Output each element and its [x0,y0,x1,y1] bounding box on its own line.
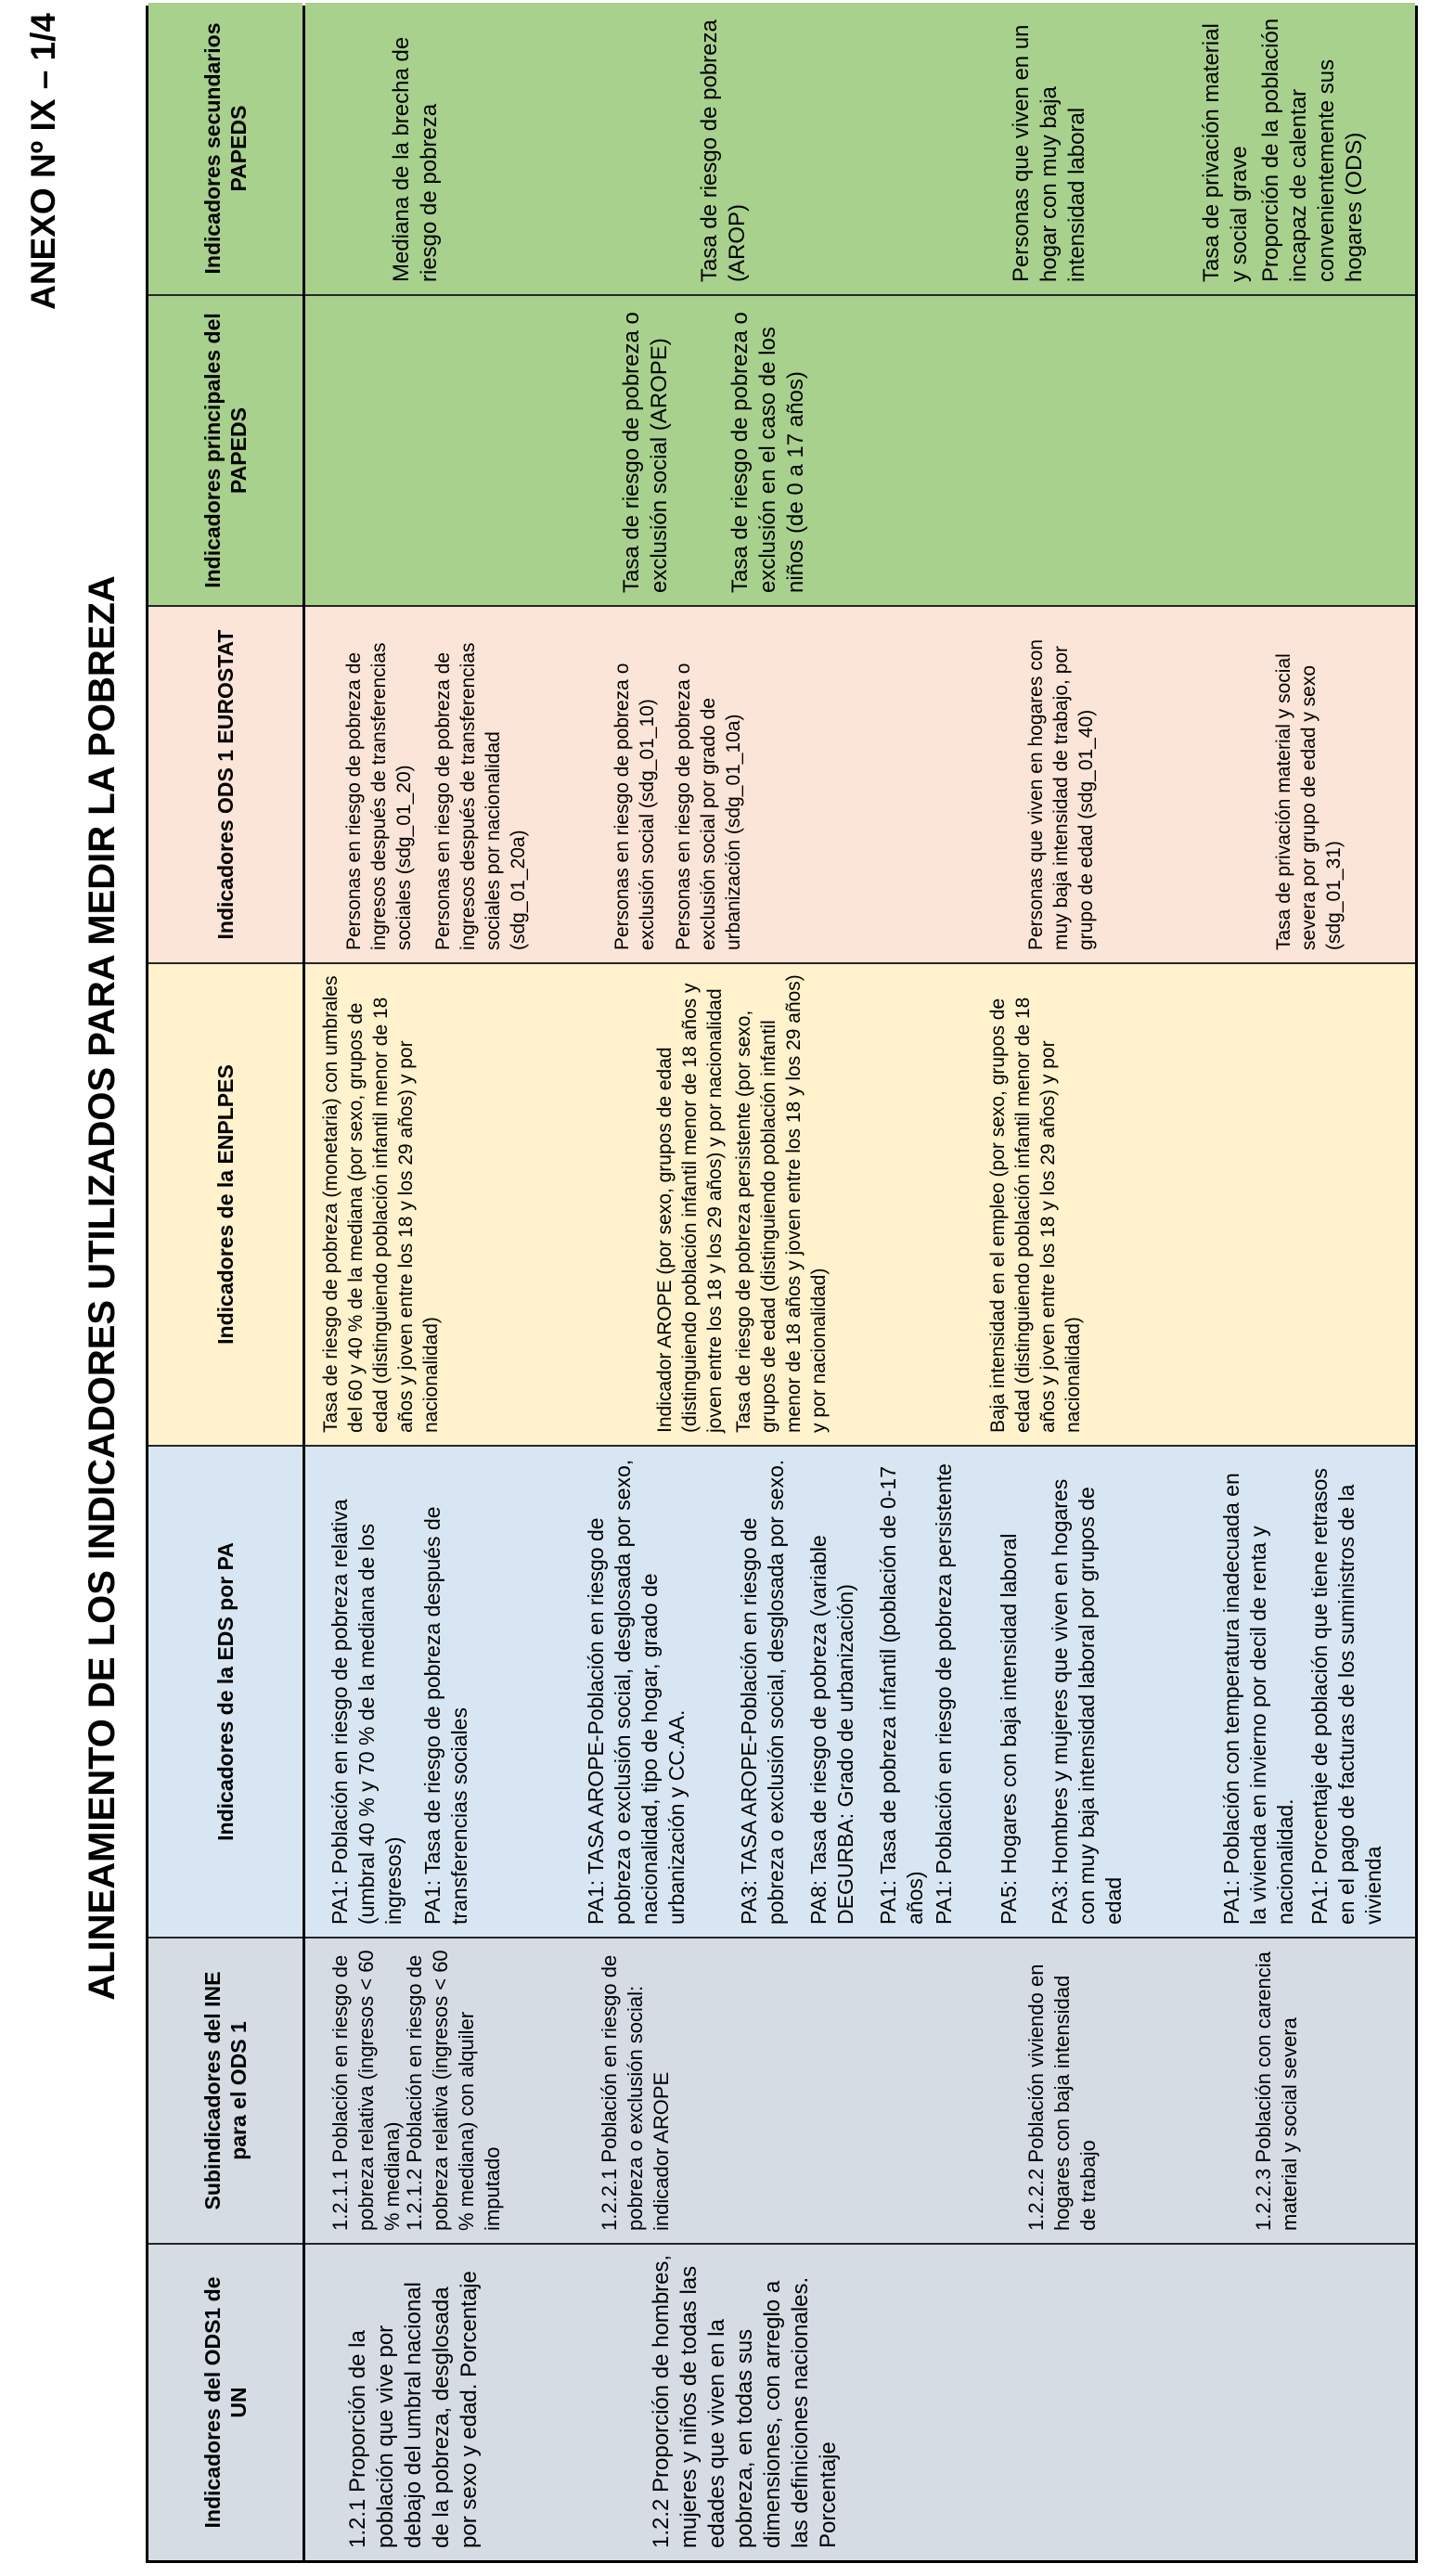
table-cell-eds-10: PA1: Porcentaje de población que tiene retrasos en el pago de facturas de los suministros de la vivienda [1307,1468,1385,1925]
annex-label: ANEXO Nº IX – 1/4 [24,13,62,310]
table-cell-eds-3: PA3: TASA AROPE-Población en riesgo de pobreza o exclusión social, desglosada por sexo. [737,1459,788,1925]
table-cell-enplpes-2: Tasa de riesgo de pobreza persistente (por sexo, grupos de edad (distinguiendo población infantil menor de 18 años y joven entre los 18 y los 29 años) y por nacionalidad) [733,974,830,1433]
table-cell-ine-0: 1.2.1.1 Población en riesgo de pobreza relativa (ingresos < 60 % mediana) [328,1950,404,2231]
table-cell-enplpes-0: Tasa de riesgo de pobreza (monetaria) con umbrales del 60 y 40 % de la mediana (por sexo, grupos de edad (distinguiendo población infantil menor de 18 años y joven entre los 18 y los 29 años) y por nacionalidad) [320,975,442,1433]
table-body [305,8,1415,2560]
table-cell-eurostat-4: Personas que viven en hogares con muy baja intensidad de trabajo, por grupo de edad (sdg_01_40) [1025,638,1097,950]
column-body-ine [305,1937,1415,2243]
column-body-papeds_secundarios [305,3,1415,294]
column-body-eurostat [305,605,1415,962]
table-cell-papeds_secundarios-4: Proporción de la población incapaz de calentar convenientemente sus hogares (ODS) [1258,18,1367,282]
table-cell-ine-1: 1.2.1.2 Población en riesgo de pobreza relativa (ingresos < 60 % mediana) con alquiler imputado [403,1950,504,2231]
table-cell-papeds_secundarios-2: Personas que viven en un hogar con muy baja intensidad laboral [1009,24,1089,282]
table-cell-papeds_principales-1: Tasa de riesgo de pobreza o exclusión en el caso de los niños (de 0 a 17 años) [727,312,808,593]
table-cell-un-1: 1.2.2 Proporción de hombres, mujeres y niños de todas las edades que viven en la pobreza, en todas sus dimensiones, con arreglo a las definiciones nacionales. Porcentaje [649,2254,841,2548]
table-cell-eurostat-5: Tasa de privación material y social severa por grupo de edad y sexo (sdg_01_31) [1273,653,1345,950]
table-cell-eds-8: PA3: Hombres y mujeres que viven en hogares con muy baja intensidad laboral por grupos de edad [1048,1478,1126,1925]
indicators-alignment-table [146,6,1418,2563]
table-cell-eurostat-3: Personas en riesgo de pobreza o exclusión social por grado de urbanización (sdg_01_10a) [673,663,744,950]
column-header-eds: Indicadores de la EDS por PA [148,1445,303,1937]
column-body-enplpes [305,962,1415,1445]
table-cell-eurostat-0: Personas en riesgo de pobreza de ingresos después de transferencias sociales (sdg_01_20) [343,642,415,950]
column-body-papeds_principales [305,294,1415,605]
table-cell-enplpes-3: Baja intensidad en el empleo (por sexo, grupos de edad (distinguiendo población infantil menor de 18 años y joven entre los 18 y los 29 años) y por nacionalidad) [987,997,1084,1433]
table-cell-eds-7: PA5: Hogares con baja intensidad laboral [997,1533,1021,1925]
table-cell-eds-2: PA1: TASA AROPE-Población en riesgo de pobreza o exclusión social, desglosada por sexo, nacionalidad, tipo de hogar, grado de urbanización y CC.AA. [584,1459,689,1925]
table-cell-ine-4: 1.2.2.3 Población con carencia material y social severa [1252,1951,1301,2231]
table-cell-papeds_secundarios-0: Mediana de la brecha de riesgo de pobreza [389,36,442,282]
table-cell-eds-6: PA1: Población en riesgo de pobreza persistente [932,1463,956,1925]
column-body-un [305,2243,1415,2560]
table-cell-eds-9: PA1: Población con temperatura inadecuada en la vivienda en invierno por decil de renta y nacionalidad. [1219,1473,1297,1925]
table-cell-enplpes-1: Indicador AROPE (por sexo, grupos de edad (distinguiendo población infantil menor de 18 años y joven entre los 18 y los 29 años) y por nacionalidad [654,983,726,1433]
table-cell-eds-0: PA1: Población en riesgo de pobreza relativa (umbral 40 % y 70 % de la mediana de los ingresos) [328,1499,406,1925]
table-cell-papeds_principales-0: Tasa de riesgo de pobreza o exclusión social (AROPE) [619,312,672,593]
table-cell-eurostat-2: Personas en riesgo de pobreza o exclusión social (sdg_01_10) [612,663,658,950]
column-header-papeds_principales: Indicadores principales del PAPEDS [148,294,303,605]
table-cell-un-0: 1.2.1 Proporción de la población que vive por debajo del umbral nacional de la pobreza, desglosada por sexo y edad. Porcentaje [345,2271,482,2548]
column-body-eds [305,1445,1415,1937]
column-header-eurostat: Indicadores ODS 1 EUROSTAT [148,605,303,962]
table-cell-eds-1: PA1: Tasa de riesgo de pobreza después de transferencias sociales [420,1506,471,1925]
table-cell-ine-2: 1.2.2.1 Población en riesgo de pobreza o exclusión social: indicador AROPE [598,1954,673,2231]
column-header-enplpes: Indicadores de la ENPLPES [148,962,303,1445]
table-cell-ine-3: 1.2.2.2 Población viviendo en hogares con baja intensidad de trabajo [1024,1964,1100,2231]
page-title: ALINEAMIENTO DE LOS INDICADORES UTILIZADOS PARA MEDIR LA POBREZA [82,575,122,2001]
table-cell-eds-4: PA8: Tasa de riesgo de pobreza (variable DEGURBA: Grado de urbanización) [806,1535,857,1925]
table-cell-eurostat-1: Personas en riesgo de pobreza de ingresos después de transferencias sociales por nacionalidad (sdg_01_20a) [432,642,529,950]
table-cell-papeds_secundarios-1: Tasa de riesgo de pobreza (AROP) [697,19,750,282]
table-header-row [148,8,305,2560]
column-header-ine: Subindicadores del INE para el ODS 1 [148,1937,303,2243]
table-cell-eds-5: PA1: Tasa de pobreza infantil (población de 0-17 años) [876,1466,927,1925]
table-cell-papeds_secundarios-3: Tasa de privación material y social grave [1199,23,1252,282]
column-header-papeds_secundarios: Indicadores secundarios PAPEDS [148,3,303,294]
column-header-un: Indicadores del ODS1 de UN [148,2243,303,2560]
